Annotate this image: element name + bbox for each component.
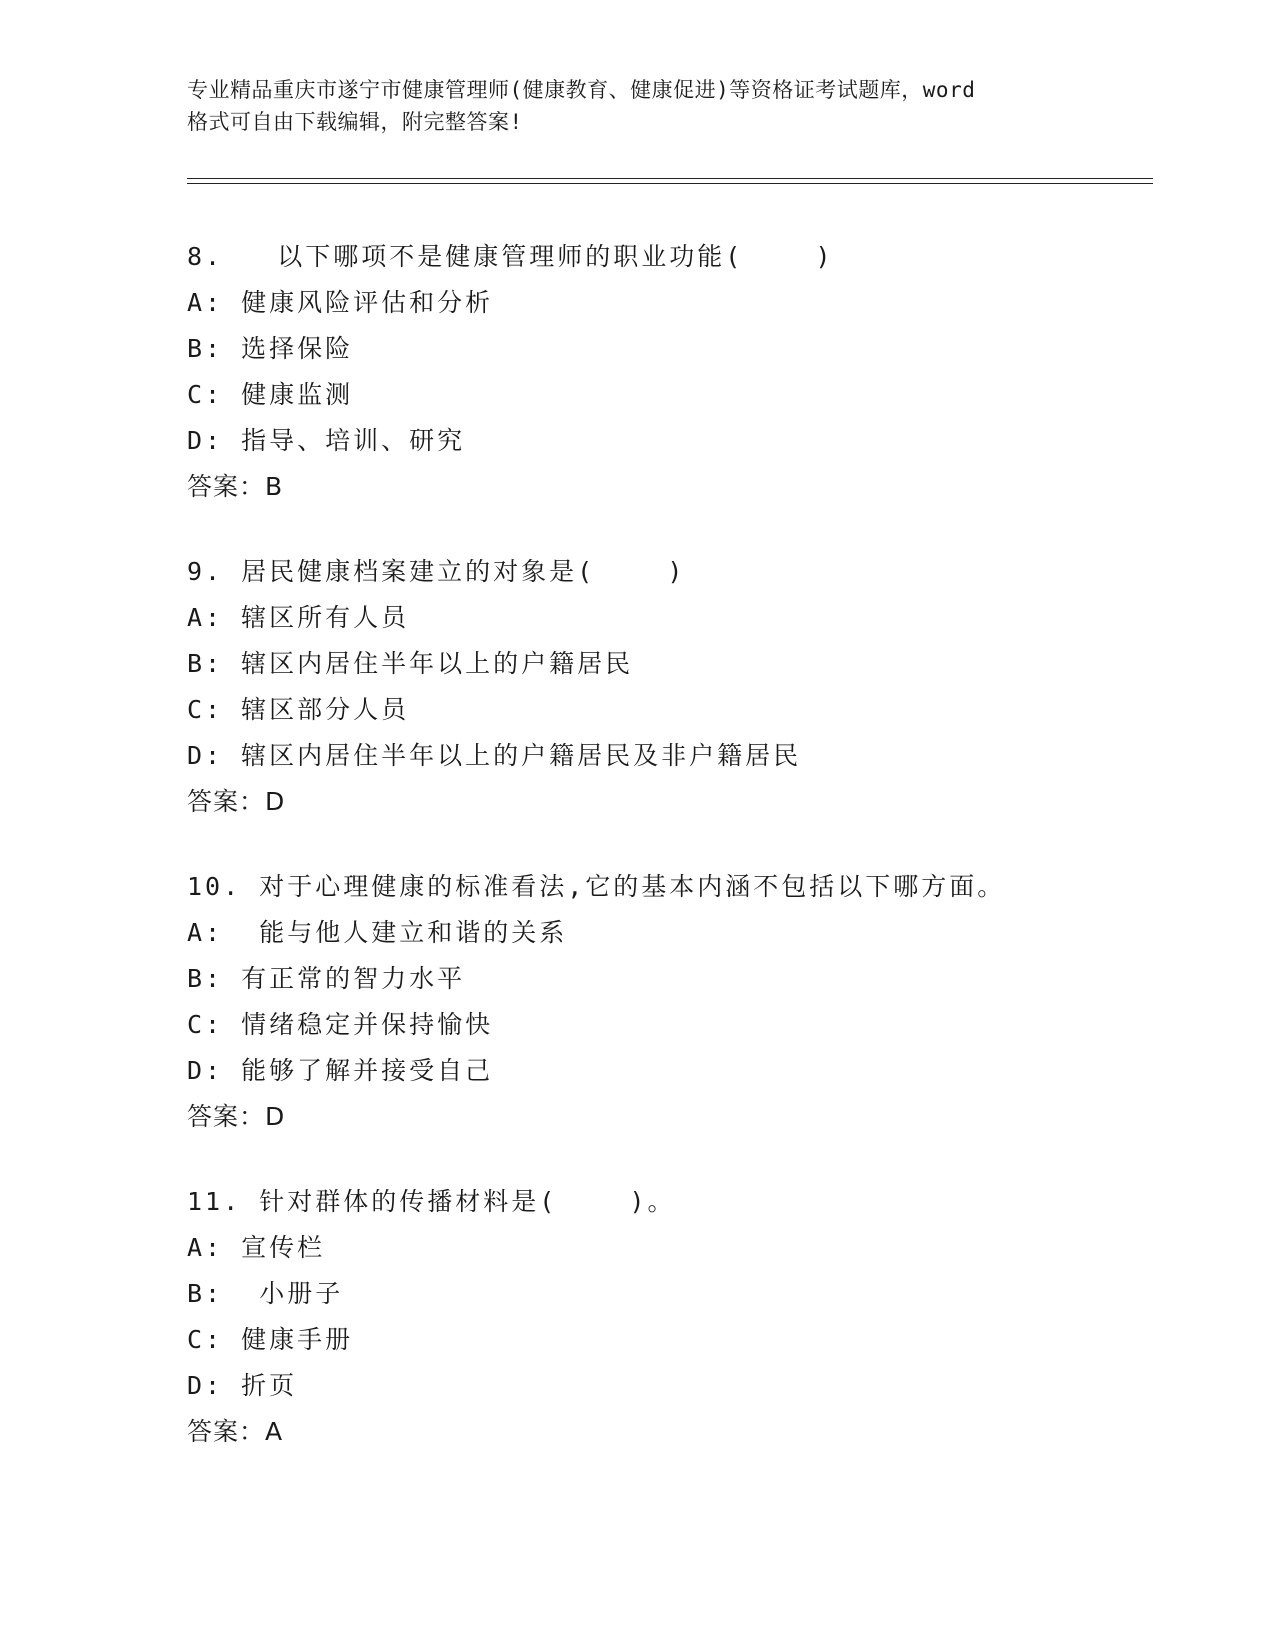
question-number: 11. bbox=[187, 1187, 242, 1216]
option-key: C: bbox=[187, 380, 224, 409]
option-b bbox=[187, 641, 1167, 687]
question-10 bbox=[187, 864, 1167, 1140]
answer-label: 答案： bbox=[187, 1102, 266, 1131]
option-a bbox=[187, 280, 1167, 326]
option-a bbox=[187, 1225, 1167, 1271]
option-key: A: bbox=[187, 288, 224, 317]
question-11 bbox=[187, 1179, 1167, 1455]
option-text: 能够了解并接受自己 bbox=[241, 1056, 494, 1085]
option-text: 能与他人建立和谐的关系 bbox=[241, 918, 568, 947]
answer-line bbox=[187, 779, 1167, 825]
question-stem-line bbox=[187, 234, 1167, 280]
option-key: A: bbox=[187, 1233, 224, 1262]
answer-line bbox=[187, 1094, 1167, 1140]
question-stem: 以下哪项不是健康管理师的职业功能( ) bbox=[241, 242, 834, 271]
option-b bbox=[187, 1271, 1167, 1317]
header-divider-bottom bbox=[187, 183, 1153, 184]
question-stem: 居民健康档案建立的对象是( ) bbox=[241, 557, 686, 586]
option-key: B: bbox=[187, 334, 224, 363]
answer-label: 答案： bbox=[187, 472, 266, 501]
option-text: 折页 bbox=[241, 1371, 298, 1400]
header-divider-top bbox=[187, 178, 1153, 179]
option-key: C: bbox=[187, 1010, 224, 1039]
option-text: 宣传栏 bbox=[241, 1233, 326, 1262]
header-line-1: 专业精品重庆市遂宁市健康管理师(健康教育、健康促进)等资格证考试题库，word bbox=[187, 78, 976, 102]
question-stem: 对于心理健康的标准看法,它的基本内涵不包括以下哪方面。 bbox=[259, 872, 1006, 901]
answer-line bbox=[187, 1409, 1167, 1455]
question-8 bbox=[187, 234, 1167, 510]
option-key: B: bbox=[187, 649, 224, 678]
answer-value: D bbox=[265, 1102, 286, 1131]
option-a bbox=[187, 910, 1167, 956]
option-text: 健康风险评估和分析 bbox=[241, 288, 494, 317]
question-number: 8. bbox=[187, 242, 224, 271]
question-stem-line bbox=[187, 864, 1167, 910]
option-c bbox=[187, 1002, 1167, 1048]
option-b bbox=[187, 326, 1167, 372]
option-d bbox=[187, 733, 1167, 779]
option-text: 选择保险 bbox=[241, 334, 354, 363]
question-number: 10. bbox=[187, 872, 242, 901]
answer-value: B bbox=[265, 472, 284, 501]
question-stem-line bbox=[187, 1179, 1167, 1225]
option-d bbox=[187, 1048, 1167, 1094]
option-text: 小册子 bbox=[241, 1279, 344, 1308]
option-b bbox=[187, 956, 1167, 1002]
option-text: 辖区内居住半年以上的户籍居民 bbox=[241, 649, 634, 678]
option-key: A: bbox=[187, 603, 224, 632]
answer-value: D bbox=[265, 787, 286, 816]
option-key: B: bbox=[187, 964, 224, 993]
question-number: 9. bbox=[187, 557, 224, 586]
answer-label: 答案： bbox=[187, 787, 266, 816]
question-9 bbox=[187, 549, 1167, 825]
option-c bbox=[187, 687, 1167, 733]
option-text: 辖区所有人员 bbox=[241, 603, 410, 632]
option-key: D: bbox=[187, 1056, 224, 1085]
question-stem: 针对群体的传播材料是( )。 bbox=[259, 1187, 676, 1216]
answer-label: 答案： bbox=[187, 1417, 266, 1446]
option-key: D: bbox=[187, 1371, 224, 1400]
option-c bbox=[187, 1317, 1167, 1363]
option-key: B: bbox=[187, 1279, 224, 1308]
option-text: 有正常的智力水平 bbox=[241, 964, 466, 993]
option-text: 健康监测 bbox=[241, 380, 354, 409]
answer-value: A bbox=[265, 1417, 284, 1446]
option-text: 健康手册 bbox=[241, 1325, 354, 1354]
option-key: C: bbox=[187, 695, 224, 724]
option-text: 辖区部分人员 bbox=[241, 695, 410, 724]
option-key: C: bbox=[187, 1325, 224, 1354]
question-stem-line bbox=[187, 549, 1167, 595]
option-text: 辖区内居住半年以上的户籍居民及非户籍居民 bbox=[241, 741, 802, 770]
option-d bbox=[187, 418, 1167, 464]
option-key: D: bbox=[187, 426, 224, 455]
option-d bbox=[187, 1363, 1167, 1409]
document-header bbox=[187, 74, 1087, 138]
option-c bbox=[187, 372, 1167, 418]
option-text: 情绪稳定并保持愉快 bbox=[241, 1010, 494, 1039]
option-text: 指导、培训、研究 bbox=[241, 426, 466, 455]
option-key: D: bbox=[187, 741, 224, 770]
option-key: A: bbox=[187, 918, 224, 947]
header-line-2: 格式可自由下载编辑，附完整答案! bbox=[187, 110, 523, 134]
option-a bbox=[187, 595, 1167, 641]
answer-line bbox=[187, 464, 1167, 510]
